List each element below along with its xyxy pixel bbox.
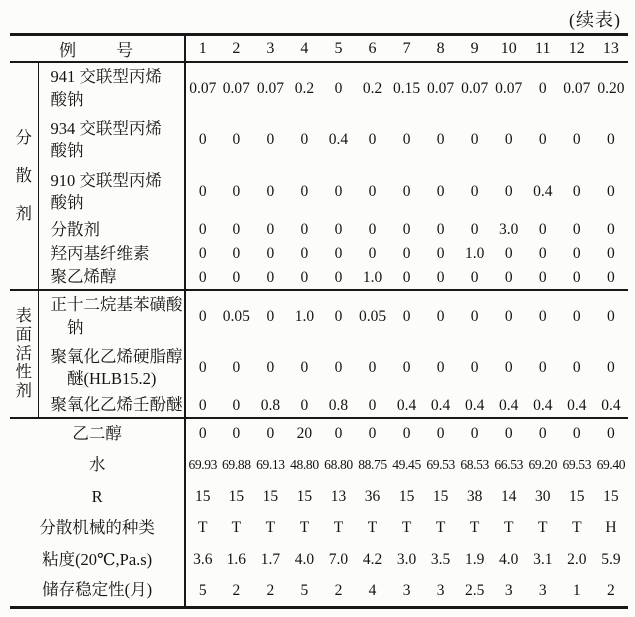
group-label-char: 活 <box>15 343 33 363</box>
row-label-line: 正十二烷基苯磺酸 <box>50 295 183 315</box>
row-label-line: 934 交联型丙烯 <box>50 118 162 138</box>
data-cell: 38 <box>466 487 483 505</box>
group-label-char: 散 <box>15 166 33 186</box>
data-cell: 0 <box>232 268 241 286</box>
data-cell: 3.0 <box>396 550 417 568</box>
data-cell: 0 <box>334 221 343 238</box>
data-cell: 0.07 <box>256 79 284 97</box>
data-cell: 15 <box>296 487 313 505</box>
data-cell: 68.80 <box>324 457 353 473</box>
data-cell: 0 <box>334 183 343 200</box>
data-cell: 0.2 <box>362 79 383 97</box>
data-cell: 0.07 <box>495 79 523 97</box>
data-cell: 1.0 <box>362 268 383 286</box>
group-label-char: 表 <box>15 305 33 325</box>
data-cell: 15 <box>398 487 415 505</box>
data-cell: T <box>503 519 514 537</box>
data-cell: 0 <box>402 183 411 200</box>
data-cell: 1.7 <box>260 550 281 568</box>
data-cell: 0 <box>232 183 241 200</box>
data-cell: 4.0 <box>499 550 519 568</box>
data-cell: 0.4 <box>567 396 587 414</box>
data-cell: 0.07 <box>222 79 250 97</box>
data-cell: 0 <box>198 359 207 376</box>
data-cell: 0.4 <box>601 396 621 414</box>
data-cell: 3.0 <box>499 221 519 238</box>
data-cell: 0 <box>594 418 628 450</box>
data-cell: 0 <box>266 268 275 286</box>
data-cell: 0.4 <box>328 131 349 148</box>
data-cell: 0 <box>470 359 479 376</box>
data-cell: 0 <box>538 359 547 376</box>
data-cell: 3.6 <box>193 550 213 568</box>
data-cell: 3 <box>538 581 547 599</box>
data-cell: 0 <box>334 79 343 97</box>
data-cell: 0.4 <box>396 396 417 414</box>
data-cell: 0 <box>458 418 492 450</box>
data-cell: 0 <box>368 359 377 376</box>
data-cell: 0 <box>436 183 445 200</box>
data-cell: T <box>435 519 446 537</box>
data-cell: 0 <box>368 396 377 414</box>
data-cell: T <box>231 519 242 537</box>
data-cell: 0 <box>572 183 581 200</box>
data-cell: 0.4 <box>533 396 553 414</box>
group-label-char: 分 <box>15 128 33 148</box>
table-row <box>10 266 628 290</box>
data-cell: 0 <box>572 245 581 262</box>
data-cell: 0 <box>607 359 615 376</box>
data-cell: T <box>198 519 208 537</box>
data-cell: 0.8 <box>328 396 349 414</box>
data-cell: 5 <box>198 581 207 599</box>
data-cell: 0 <box>436 359 445 376</box>
continued-table-label: (续表) <box>569 10 621 30</box>
data-cell: 0 <box>572 268 581 286</box>
row-label-line: 分散机械的种类 <box>39 518 155 538</box>
data-cell: 0 <box>436 245 445 262</box>
data-cell: 0 <box>356 418 390 450</box>
data-cell: 0 <box>266 245 275 262</box>
table-row <box>10 62 628 114</box>
data-cell: T <box>572 519 582 537</box>
data-cell: 0 <box>436 221 445 238</box>
data-cell: 69.93 <box>188 457 218 473</box>
data-cell: 0 <box>470 183 479 200</box>
data-cell: 0 <box>504 245 513 262</box>
row-label <box>10 544 185 576</box>
header-col-10: 10 <box>492 35 526 63</box>
row-label-line: 酸钠 <box>50 89 84 109</box>
data-cell: 20 <box>287 418 321 450</box>
data-cell: 0.4 <box>464 396 485 414</box>
data-cell: 0 <box>300 359 309 376</box>
table-row <box>10 242 628 266</box>
data-cell: 0 <box>402 245 411 262</box>
row-label <box>10 450 185 482</box>
data-cell: 0 <box>219 418 253 450</box>
data-cell: 0 <box>504 268 513 286</box>
table-row <box>10 450 628 482</box>
group-label <box>10 62 38 290</box>
row-label <box>10 418 185 450</box>
data-cell: 1.0 <box>464 245 485 262</box>
data-cell: 15 <box>228 487 245 505</box>
table-row <box>10 342 628 394</box>
data-cell: 0 <box>594 290 628 342</box>
data-cell: 0 <box>470 131 479 148</box>
data-cell: 0 <box>232 221 241 238</box>
data-cell: 0 <box>492 290 526 342</box>
data-cell: 3 <box>504 581 513 599</box>
data-cell: T <box>469 519 480 537</box>
data-cell: 0.05 <box>219 290 253 342</box>
table-row <box>10 114 628 166</box>
row-label <box>10 513 185 545</box>
data-cell: 3.5 <box>430 550 451 568</box>
data-cell: 69.20 <box>528 457 558 473</box>
data-cell: 0 <box>504 183 513 200</box>
group-label-char: 剂 <box>15 203 33 223</box>
data-cell: 0 <box>368 221 377 238</box>
data-cell: 0 <box>436 268 445 286</box>
row-label <box>38 62 185 114</box>
table-row <box>10 513 628 545</box>
data-cell: 3 <box>402 581 411 599</box>
data-cell: 0 <box>334 359 343 376</box>
data-cell: 3 <box>436 581 445 599</box>
data-cell: 0 <box>572 359 581 376</box>
data-cell: 0 <box>232 245 241 262</box>
data-cell: 2 <box>232 581 241 599</box>
data-cell: 36 <box>364 487 381 505</box>
data-cell: 0.8 <box>260 396 281 414</box>
data-cell: 0.07 <box>189 79 217 97</box>
data-cell: H <box>605 519 617 537</box>
data-cell: 0 <box>185 290 219 342</box>
data-cell: 0 <box>607 131 615 148</box>
data-cell: 4.0 <box>294 550 315 568</box>
data-cell: 0 <box>198 183 207 200</box>
data-cell: T <box>401 519 412 537</box>
row-label-line: 910 交联型丙烯 <box>50 170 162 190</box>
data-cell: 69.53 <box>562 457 592 473</box>
data-cell: 0 <box>492 418 526 450</box>
data-cell: 7.0 <box>328 550 349 568</box>
data-cell: 0 <box>321 418 355 450</box>
row-label <box>10 481 185 513</box>
data-cell: 0 <box>572 131 581 148</box>
data-cell: 0 <box>560 290 594 342</box>
data-cell: 0 <box>526 290 560 342</box>
row-label-line: 醚(HLB15.2) <box>50 369 157 388</box>
data-cell: 0 <box>368 131 377 148</box>
data-cell: 0 <box>266 359 275 376</box>
data-cell: 0 <box>321 290 355 342</box>
group-label <box>10 290 38 418</box>
table-row <box>10 576 628 608</box>
data-cell: 69.40 <box>596 457 626 473</box>
data-cell: 0 <box>198 268 207 286</box>
data-cell: 0 <box>198 396 207 414</box>
row-label-line: R <box>91 486 103 506</box>
data-cell: 0 <box>504 359 513 376</box>
data-cell: 0 <box>538 245 547 262</box>
data-cell: 0 <box>300 221 309 238</box>
table-row <box>10 394 628 418</box>
data-cell: 0 <box>266 183 275 200</box>
data-cell: 48.80 <box>290 457 319 473</box>
data-cell: 0 <box>368 245 377 262</box>
data-cell: 0 <box>390 290 424 342</box>
data-cell: 0 <box>266 131 275 148</box>
table-row <box>10 418 628 450</box>
data-cell: 0.20 <box>597 79 625 97</box>
row-label <box>38 114 185 166</box>
data-cell: 0.07 <box>427 79 455 97</box>
data-cell: 0.4 <box>430 396 451 414</box>
data-cell: 0 <box>607 183 615 200</box>
data-cell: 0 <box>300 183 309 200</box>
row-label-line: 酸钠 <box>50 141 84 160</box>
group-label-char: 面 <box>15 324 33 344</box>
data-cell: 2 <box>266 581 275 599</box>
data-cell: 68.53 <box>460 457 489 473</box>
data-cell: 0 <box>253 418 287 450</box>
data-cell: 0 <box>402 131 411 148</box>
data-cell: 1.9 <box>464 550 485 568</box>
data-cell: 5 <box>300 581 309 599</box>
data-cell: 0.2 <box>294 79 315 97</box>
data-cell: 15 <box>432 487 449 505</box>
data-cell: 49.45 <box>392 457 421 473</box>
row-label <box>38 218 185 242</box>
header-col-3: 3 <box>253 35 287 63</box>
row-label-line: 钠 <box>50 317 84 337</box>
data-cell: 0 <box>538 268 547 286</box>
data-cell: 0.4 <box>533 183 553 200</box>
data-cell: 0 <box>538 221 547 238</box>
data-cell: 0.05 <box>356 290 390 342</box>
data-cell: 66.53 <box>494 457 523 473</box>
data-cell: 0 <box>390 418 424 450</box>
row-label <box>38 290 185 342</box>
data-cell: 69.13 <box>256 457 285 473</box>
table-row <box>10 166 628 218</box>
row-label-line: 羟丙基纤维素 <box>50 243 150 263</box>
data-cell: 0 <box>300 131 309 148</box>
data-cell: 0 <box>253 290 287 342</box>
row-label-line: 粘度(20℃,Pa.s) <box>42 549 153 569</box>
header-col-12: 12 <box>560 35 594 63</box>
table-row <box>10 544 628 576</box>
header-col-8: 8 <box>424 35 458 63</box>
row-label <box>38 242 185 266</box>
data-cell: 0 <box>402 359 411 376</box>
data-cell: 0.07 <box>461 79 489 97</box>
data-cell: 0 <box>607 245 615 262</box>
data-cell: 0 <box>300 396 309 414</box>
data-cell: T <box>333 519 344 537</box>
header-col-6: 6 <box>356 35 390 63</box>
data-cell: 0 <box>402 221 411 238</box>
data-cell: 0 <box>300 245 309 262</box>
group-label-char: 剂 <box>15 381 33 401</box>
data-cell: 0 <box>424 290 458 342</box>
data-cell: 0 <box>504 131 513 148</box>
data-cell: 2 <box>334 581 343 599</box>
data-cell: 0.4 <box>499 396 519 414</box>
data-cell: 0 <box>607 221 615 238</box>
row-label <box>38 342 185 394</box>
data-cell: 15 <box>262 487 279 505</box>
header-row <box>10 35 628 63</box>
data-cell: 1.0 <box>287 290 321 342</box>
data-cell: 3.1 <box>533 550 553 568</box>
data-cell: 0 <box>232 396 241 414</box>
data-cell: 0 <box>266 221 275 238</box>
data-cell: 0 <box>368 183 377 200</box>
data-cell: 0 <box>334 245 343 262</box>
header-col-2: 2 <box>219 35 253 63</box>
header-example-number: 例 号 <box>10 35 185 63</box>
data-cell: 0 <box>402 268 411 286</box>
data-cell: 0 <box>458 290 492 342</box>
data-cell: 0 <box>300 268 309 286</box>
row-label <box>38 166 185 218</box>
data-cell: 15 <box>603 487 619 505</box>
data-cell: 15 <box>195 487 211 505</box>
data-cell: 0 <box>538 131 547 148</box>
data-cell: 1 <box>572 581 581 599</box>
data-cell: 30 <box>535 487 551 505</box>
data-cell: 0.15 <box>393 79 421 97</box>
data-cell: 0 <box>198 131 207 148</box>
data-cell: 0 <box>198 245 207 262</box>
data-cell: 69.53 <box>426 457 455 473</box>
header-col-5: 5 <box>321 35 355 63</box>
row-label <box>10 576 185 608</box>
data-cell: 0 <box>470 268 479 286</box>
row-label-line: 水 <box>88 455 106 475</box>
data-cell: 2.0 <box>567 550 587 568</box>
data-cell: 0 <box>572 221 581 238</box>
data-cell: 0 <box>607 268 615 286</box>
data-cell: 13 <box>330 487 347 505</box>
group-label-char: 性 <box>15 362 33 382</box>
data-cell: 0 <box>560 418 594 450</box>
table-row <box>10 290 628 342</box>
row-label-line: 储存稳定性(月) <box>42 580 153 600</box>
row-label <box>38 394 185 418</box>
data-cell: 0 <box>424 418 458 450</box>
row-label-line: 941 交联型丙烯 <box>50 67 162 87</box>
data-cell: 0 <box>185 418 219 450</box>
data-cell: 88.75 <box>358 457 387 473</box>
header-col-1: 1 <box>185 35 219 63</box>
row-label-line: 聚乙烯醇 <box>50 267 117 287</box>
data-cell: 14 <box>500 487 517 505</box>
header-col-7: 7 <box>390 35 424 63</box>
data-cell: 0 <box>538 79 547 97</box>
data-cell: 4 <box>368 581 377 599</box>
data-cell: 0 <box>232 359 241 376</box>
table-row <box>10 218 628 242</box>
data-cell: 1.6 <box>226 550 247 568</box>
data-cell: T <box>367 519 378 537</box>
header-col-4: 4 <box>287 35 321 63</box>
header-col-11: 11 <box>526 35 560 63</box>
row-label-line: 分散剂 <box>50 219 101 239</box>
row-label-line: 聚氧化乙烯壬酚醚 <box>50 395 183 415</box>
data-cell: T <box>299 519 310 537</box>
data-cell: 0.07 <box>563 79 591 97</box>
data-cell: 0 <box>232 131 241 148</box>
data-cell: 2 <box>607 581 615 599</box>
row-label-line: 酸钠 <box>50 193 84 212</box>
data-cell: T <box>538 519 548 537</box>
data-cell: 0 <box>470 221 479 238</box>
data-cell: T <box>265 519 276 537</box>
example-table <box>10 33 628 609</box>
data-cell: 15 <box>569 487 585 505</box>
data-cell: 2.5 <box>464 581 485 599</box>
data-cell: 0 <box>526 418 560 450</box>
data-cell: 5.9 <box>601 550 621 568</box>
header-col-13: 13 <box>594 35 628 63</box>
data-cell: 0 <box>436 131 445 148</box>
table-wrapper <box>10 33 628 609</box>
row-label-line: 乙二醇 <box>72 424 122 444</box>
data-cell: 0 <box>334 268 343 286</box>
data-cell: 4.2 <box>362 550 383 568</box>
row-label-line: 聚氧化乙烯硬脂醇 <box>50 346 183 366</box>
data-cell: 69.88 <box>222 457 251 473</box>
table-row <box>10 481 628 513</box>
data-cell: 0 <box>198 221 207 238</box>
row-label <box>38 266 185 290</box>
header-col-9: 9 <box>458 35 492 63</box>
